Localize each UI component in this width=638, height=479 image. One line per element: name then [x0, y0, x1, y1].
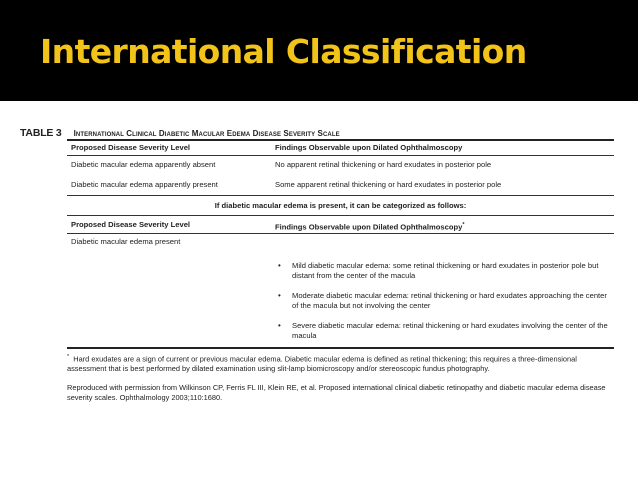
- row-present-level: Diabetic macular edema apparently present: [71, 180, 218, 189]
- header-rule: [67, 155, 614, 156]
- bullet-moderate: •: [278, 291, 281, 300]
- footnote-mark: *: [67, 354, 70, 360]
- section1-col2-header: Findings Observable upon Dilated Ophthalmoscopy: [275, 143, 463, 152]
- section2-top-rule: [67, 215, 614, 216]
- row-absent-findings: No apparent retinal thickening or hard exudates in posterior pole: [275, 160, 492, 169]
- table-name: International Clinical Diabetic Macular Edema Disease Severity Scale: [73, 129, 340, 138]
- divider-text: If diabetic macular edema is present, it can be categorized as follows:: [214, 201, 467, 210]
- footnote: [67, 352, 614, 374]
- bullet-severe: •: [278, 321, 281, 330]
- section-rule: [67, 195, 614, 196]
- finding-moderate: Moderate diabetic macular edema: retinal thickening or hard exudates approaching the center of the macula but not involving the center: [292, 291, 607, 310]
- footnote-text: Hard exudates are a sign of current or previous macular edema. Diabetic macular edema is defined as retinal thickening; this requires a three-dimensional assessment that is best performed by dilated examination using slit-lamp biomicroscopy and/or stereoscopic fundus photography.: [67, 354, 577, 374]
- table-caption: [20, 127, 340, 139]
- bottom-rule: [67, 347, 614, 349]
- footnote-marker: *: [462, 222, 465, 228]
- source-note: Reproduced with permission from Wilkinson CP, Ferris FL III, Klein RE, et al. Proposed international clinical diabetic retinopathy and diabetic macular edema disease severity scales. Ophthalmology 2003;110:1680.: [67, 383, 606, 402]
- row-present-findings: Some apparent retinal thickening or hard exudates in posterior pole: [275, 180, 502, 189]
- edema-present-level: Diabetic macular edema present: [71, 237, 181, 246]
- section2-col2-header-text: Findings Observable upon Dilated Ophthalmoscopy: [275, 222, 463, 232]
- slide-title: International Classification: [40, 32, 527, 71]
- section2-col2-header: [275, 220, 464, 233]
- section1-col1-header: Proposed Disease Severity Level: [71, 143, 191, 152]
- finding-mild: Mild diabetic macular edema: some retinal thickening or hard exudates in posterior pole but distant from the center of the macula: [292, 261, 599, 280]
- top-rule: [67, 139, 614, 141]
- table-label: TABLE 3: [20, 127, 62, 139]
- finding-severe: Severe diabetic macular edema: retinal thickening or hard exudates involving the center of the macula: [292, 321, 608, 340]
- bullet-mild: •: [278, 261, 281, 270]
- section2-col1-header: Proposed Disease Severity Level: [71, 220, 191, 229]
- section2-header-rule: [67, 233, 614, 234]
- row-absent-level: Diabetic macular edema apparently absent: [71, 160, 216, 169]
- title-bar: [0, 0, 638, 101]
